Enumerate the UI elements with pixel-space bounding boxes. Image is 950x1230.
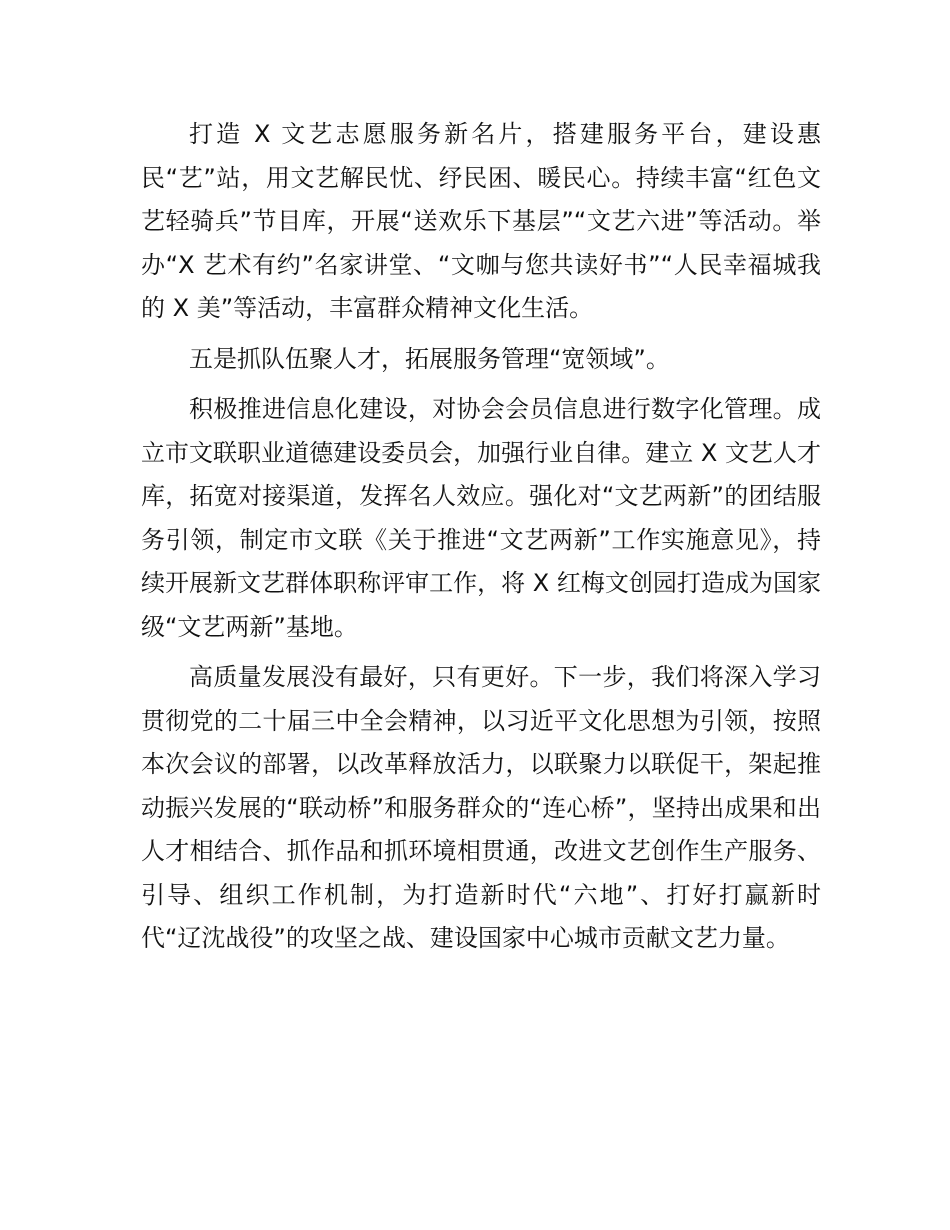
paragraph-section-heading-five: 五是抓队伍聚人才，拓展服务管理“宽领域”。 [189,344,670,373]
paragraph-volunteer-service: 打造 X 文艺志愿服务新名片，搭建服务平台，建设惠民“艺”站，用文艺解民忧、纾民困、暖民心。持续丰富“红色文艺轻骑兵”节目库，开展“送欢乐下基层”“文艺六进”等活动。举办“X 艺术有约”名家讲堂、“文咖与您共读好书”“人民幸福城我的 X 美”等活动，丰富群众精神文化生活。 [141,120,821,322]
paragraph-next-steps: 高质量发展没有最好，只有更好。下一步，我们将深入学习贯彻党的二十届三中全会精神，以习近平文化思想为引领，按照本次会议的部署，以改革释放活力，以联聚力以联促干，架起推动振兴发展的“联动桥”和服务群众的“连心桥”，坚持出成果和出人才相结合、抓作品和抓环境相贯通，改进文艺创作生产服务、引导、组织工作机制，为打造新时代“六地”、打好打赢新时代“辽沈战役”的攻坚之战、建设国家中心城市贡献文艺力量。 [141,663,821,952]
document-body [141,113,821,961]
paragraph-talent-management: 积极推进信息化建设，对协会会员信息进行数字化管理。成立市文联职业道德建设委员会，加强行业自律。建立 X 文艺人才库，拓宽对接渠道，发挥名人效应。强化对“文艺两新”的团结服务引领，制定市文联《关于推进“文艺两新”工作实施意见》，持续开展新文艺群体职称评审工作，将 X 红梅文创园打造成为国家级“文艺两新”基地。 [141,395,821,641]
